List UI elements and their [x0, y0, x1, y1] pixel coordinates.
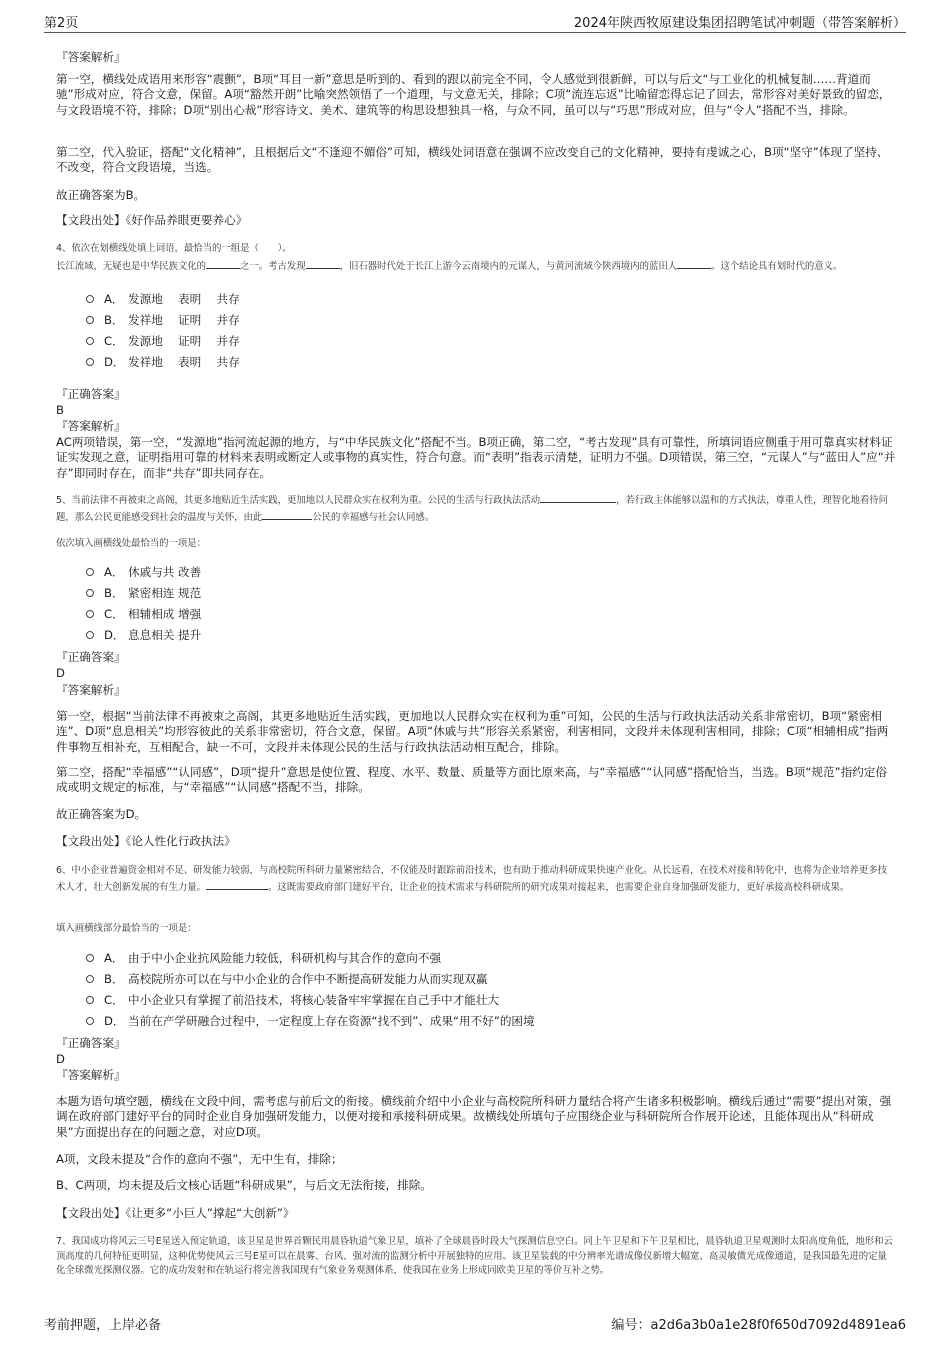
passage-text: 5、当前法律不再被束之高阁，其更多地贴近生活实践，更加地以人民群众实在权利为重。公民的生活与行政执法活动 — [56, 495, 541, 506]
analysis-paragraph: 第一空，根据“当前法律不再被束之高阁，其更多地贴近生活实践，更加地以人民群众实在权利为重”可知，公民的生活与行政执法活动关系非常密切，B项“紧密相连”、D项“息息相关”均形容彼此的关系非常密切，符合文意，保留。A项“休戚与共”形容关系紧密，利害相同，文段并未体现利害相同，排除；C项“相辅相成”指两件事物互相补充，互相配合，缺一不可，文段并未体现公民的生活与行政执法活动相互配合，排除。 — [56, 709, 889, 754]
radio-icon — [86, 358, 94, 366]
passage-text: 长江流域，无疑也是中华民族文化的 — [56, 261, 207, 272]
passage-text: 6、中小企业普遍资金相对不足、研发能力较弱，与高校院所科研力量紧密结合，不仅能及时跟踪前沿技术，也有助于推动科研成果快速产业化。从长远看，在技术对接和转化中，也将为企业培养更多技术人才，壮大创新发展的有生力量。 — [56, 865, 887, 893]
question-stem: 7、我国成功将风云三号E星送入预定轨道，该卫星是世界首颗民用晨昏轨道气象卫星，填补了全球晨昏时段大气探测信息空白。同上午卫星和下午卫星相比，晨昏轨道卫星观测时太阳高度角低，地形和云顶高度的几何特征更明显，这种优势使风云三号E星可以在晨雾、台风、强对流的监测分析中开展独特的应用。该卫星装载的中分辨率光谱成像仪新增大幅宽、高灵敏微光成像通道，是我国最先进的定量化全球微光探测仪器。它的成功发射和在轨运行将完善我国现有气象业务观测体系，使我国在业务上形成同欧美卫星的等价互补之势。 — [56, 1236, 893, 1277]
document-title: 2024年陕西牧原建设集团招聘笔试冲刺题（带答案解析） — [573, 16, 906, 31]
analysis-paragraph: A项，文段未提及“合作的意向不强”，无中生有，排除； — [56, 1152, 343, 1166]
passage-text: ，若行政主体能够以温和的方式执法，尊重人性，理智化地看待问题，那么公民更能感受到社会的温度与关怀，由此 — [56, 495, 888, 523]
page-header — [44, 12, 906, 33]
analysis-paragraph: AC两项错误，第一空，“发源地”指河流起源的地方，与“中华民族文化”搭配不当。B项正确，第二空，“考古发现”具有可靠性，所填词语应侧重于用可靠真实材料证证实发现之意，证明指用可靠的材料来表明或断定人或事物的真实性，符合句意。而“表明”指表示清楚，证明力不强。D项错误，第三空，“元谋人”与“蓝田人”应“并存”即同时存在，而非“共存”即共同存在。 — [56, 435, 896, 480]
option-c[interactable]: C． 中小企业只有掌握了前沿技术，将核心装备牢牢掌握在自己手中才能壮大 — [86, 993, 499, 1008]
fill-blank — [306, 258, 340, 269]
passage-text: ，旧石器时代处于长江上游今云南境内的元谋人，与黄河流域今陕西境内的蓝田人 — [339, 261, 678, 272]
radio-icon — [86, 295, 94, 303]
radio-icon — [86, 975, 94, 983]
analysis-label: 『答案解析』 — [56, 50, 126, 64]
analysis-label: 『答案解析』 — [56, 683, 126, 697]
option-b[interactable]: B． 高校院所亦可以在与中小企业的合作中不断提高研发能力从而实现双赢 — [86, 972, 487, 987]
radio-icon — [86, 631, 94, 639]
option-c[interactable]: C． 相辅相成 增强 — [86, 607, 201, 622]
document-code: 编号：a2d6a3b0a1e28f0f650d7092d4891ea6 — [611, 1318, 906, 1333]
question-stem — [56, 864, 896, 895]
option-a[interactable]: A． 休戚与共 改善 — [86, 565, 201, 580]
source-note: 【文段出处】《好作品养眼更要养心》 — [56, 213, 248, 227]
radio-icon — [86, 610, 94, 618]
option-a[interactable]: A． 由于中小企业抗风险能力较低，科研机构与其合作的意向不强 — [86, 951, 441, 966]
option-d[interactable]: D． 当前在产学研融合过程中，一定程度上存在资源“找不到”、成果“用不好”的困境 — [86, 1014, 535, 1029]
passage-text: 公民的幸福感与社会认同感。 — [312, 511, 435, 523]
footer-slogan: 考前押题，上岸必备 — [44, 1318, 162, 1333]
correct-answer: D — [56, 1052, 65, 1066]
passage-text: 之一。考古发现 — [240, 261, 306, 272]
fill-blank — [262, 509, 312, 520]
passage-text: 。这个结论具有划时代的意义。 — [711, 261, 843, 272]
correct-answer: D — [56, 666, 65, 680]
question-instruction: 填入画横线部分最恰当的一项是： — [56, 923, 197, 934]
fill-blank — [540, 492, 616, 503]
analysis-paragraph: 第一空，横线处成语用来形容“震颤”，B项“耳目一新”意思是听到的、看到的跟以前完全不同，令人感觉到很新鲜，可以与后文“与工业化的机械复制……背道而驰”形成对应，符合文意，保留。A项“豁然开朗”比喻突然领悟了一个道理，与文意无关，排除；C项“流连忘返”比喻留恋得忘记了回去，常形容对美好景致的留恋，与文段语境不符，排除；D项“别出心裁”形容诗文、美术、建筑等的构思设想独具一格，与众不同，虽可以与“巧思”形成对应，但与“令人”搭配不当，排除。 — [56, 72, 891, 117]
correct-answer: B — [56, 403, 64, 417]
radio-icon — [86, 337, 94, 345]
correct-answer-label: 『正确答案』 — [56, 650, 126, 664]
analysis-label: 『答案解析』 — [56, 419, 126, 433]
option-b[interactable]: B． 紧密相连 规范 — [86, 586, 201, 601]
question-stem — [56, 492, 896, 525]
analysis-paragraph: B、C两项，均未提及后文核心话题“科研成果”，与后文无法衔接，排除。 — [56, 1178, 432, 1192]
source-note: 【文段出处】《让更多“小巨人”撑起“大创新”》 — [56, 1206, 295, 1220]
radio-icon — [86, 568, 94, 576]
radio-icon — [86, 316, 94, 324]
radio-icon — [86, 954, 94, 962]
analysis-paragraph: 本题为语句填空题，横线在文段中间，需考虑与前后文的衔接。横线前介绍中小企业与高校院所科研力量结合将产生诸多积极影响。横线后通过“需要”提出对策，强调在政府部门建好平台的同时企业自身加强研发能力，以便对接和承接科研成果。故横线处所填句子应围绕企业与科研院所合作展开论述，且能体现出从“科研成果”方面提出存在的问题之意，对应D项。 — [56, 1094, 892, 1139]
source-note: 【文段出处】《论人性化行政执法》 — [56, 834, 236, 848]
question-instruction: 依次填入画横线处最恰当的一项是： — [56, 538, 207, 549]
fill-blank — [206, 258, 240, 269]
analysis-conclusion: 故正确答案为D。 — [56, 807, 147, 821]
question-passage — [56, 258, 896, 275]
option-d[interactable]: D． 息息相关 提升 — [86, 628, 201, 643]
option-d[interactable]: D． 发祥地 表明 共存 — [86, 355, 240, 370]
page-number: 第2页 — [44, 16, 79, 31]
radio-icon — [86, 996, 94, 1004]
fill-blank — [677, 258, 711, 269]
option-b[interactable]: B． 发祥地 证明 并存 — [86, 313, 240, 328]
radio-icon — [86, 589, 94, 597]
option-c[interactable]: C． 发源地 证明 并存 — [86, 334, 240, 349]
correct-answer-label: 『正确答案』 — [56, 1036, 126, 1050]
question-stem: 4、依次在划横线处填上词语，最恰当的一组是（ ）。 — [56, 243, 292, 254]
analysis-label: 『答案解析』 — [56, 1068, 126, 1082]
analysis-paragraph: 第二空，代入验证，搭配“文化精神”，且根据后文“不逢迎不媚俗”可知，横线处词语意在强调不应改变自己的文化精神，要持有虔诚之心，B项“坚守”体现了坚持、不改变，符合文段语境，当选。 — [56, 145, 889, 175]
analysis-paragraph: 第二空，搭配“幸福感”“认同感”，D项“提升”意思是使位置、程度、水平、数量、质量等方面比原来高，与“幸福感”“认同感”搭配恰当，当选。B项“规范”指约定俗成或明文规定的标准，与“幸福感”“认同感”搭配不当，排除。 — [56, 765, 887, 795]
correct-answer-label: 『正确答案』 — [56, 387, 126, 401]
analysis-conclusion: 故正确答案为B。 — [56, 188, 146, 202]
passage-text: 。这既需要政府部门建好平台，让企业的技术需求与科研院所的研究成果对接起来，也需要企业自身加强研发能力，更好承接高校科研成果。 — [268, 881, 850, 893]
radio-icon — [86, 1017, 94, 1025]
fill-blank — [206, 879, 268, 890]
option-a[interactable]: A． 发源地 表明 共存 — [86, 292, 240, 307]
